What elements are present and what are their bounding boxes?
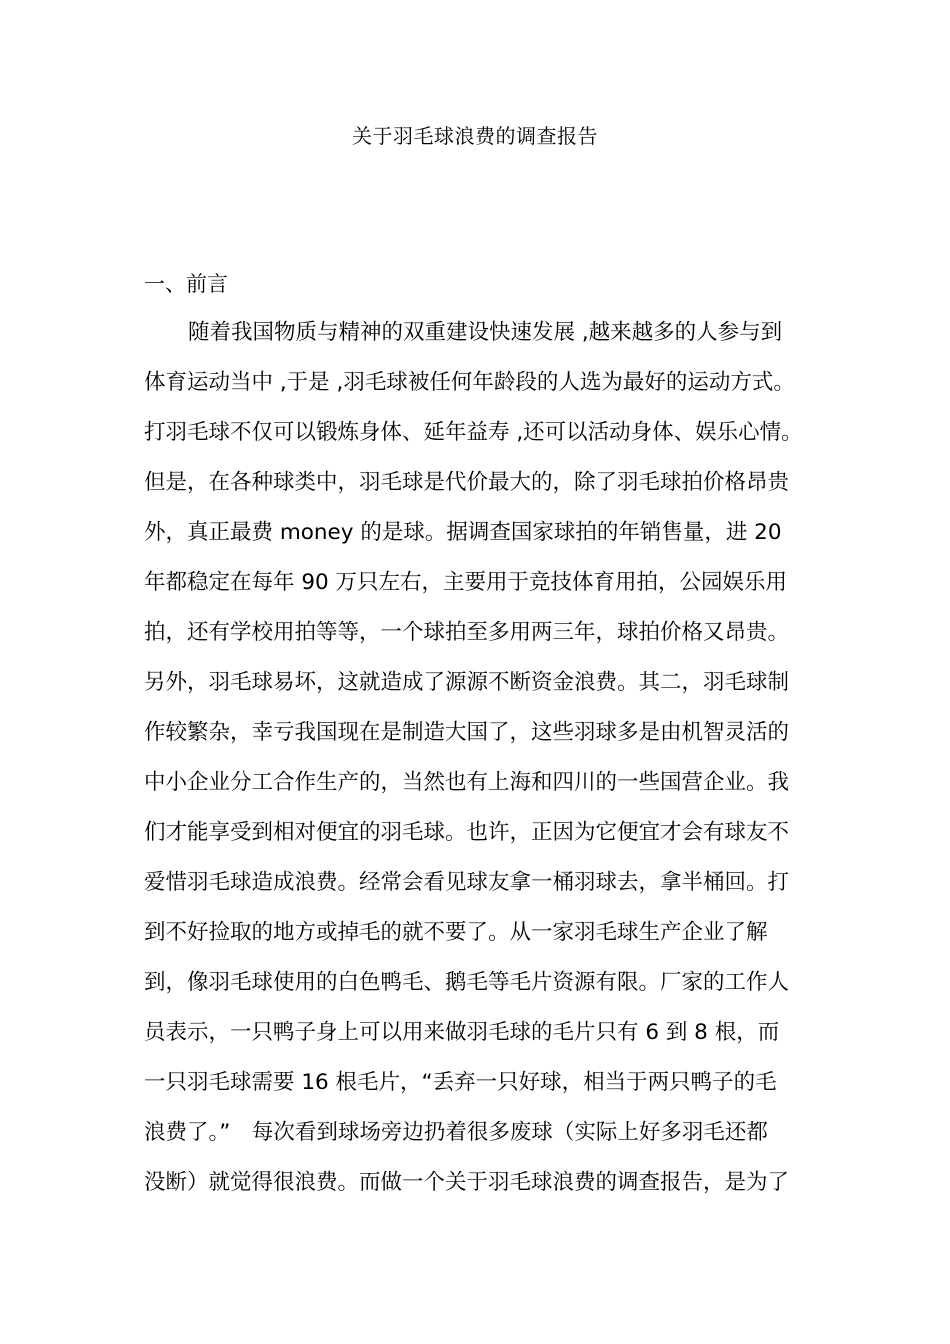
paragraph-line: 爱惜羽毛球造成浪费。经常会看见球友拿一桶羽球去，拿半桶回。打 <box>144 870 790 895</box>
paragraph-line: 员表示，一只鸭子身上可以用来做羽毛球的毛片只有 6 到 8 根，而 <box>144 1020 780 1045</box>
paragraph-line: 到不好捡取的地方或掉毛的就不要了。从一家羽毛球生产企业了解 <box>144 920 768 945</box>
paragraph-line: 体育运动当中 ,于是 ,羽毛球被任何年龄段的人选为最好的运动方式。 <box>144 370 795 395</box>
paragraph-line: 另外，羽毛球易坏，这就造成了源源不断资金浪费。其二，羽毛球制 <box>144 670 790 695</box>
paragraph-line: 但是，在各种球类中，羽毛球是代价最大的，除了羽毛球拍价格昂贵 <box>144 470 790 495</box>
document-title: 关于羽毛球浪费的调查报告 <box>352 124 598 148</box>
paragraph-line: 中小企业分工合作生产的，当然也有上海和四川的一些国营企业。我 <box>144 770 790 795</box>
paragraph-line: 年都稳定在每年 90 万只左右，主要用于竞技体育用拍，公园娱乐用 <box>144 570 788 595</box>
section-heading-preface: 一、前言 <box>144 272 228 296</box>
paragraph-line: 没断）就觉得很浪费。而做一个关于羽毛球浪费的调查报告，是为了 <box>144 1170 790 1195</box>
paragraph-line: 拍，还有学校用拍等等，一个球拍至多用两三年，球拍价格又昂贵。 <box>144 620 790 645</box>
paragraph-line: 打羽毛球不仅可以锻炼身体、延年益寿 ,还可以活动身体、娱乐心情。 <box>144 420 803 445</box>
paragraph-line: 们才能享受到相对便宜的羽毛球。也许，正因为它便宜才会有球友不 <box>144 820 790 845</box>
paragraph-line: 浪费了。” 每次看到球场旁边扔着很多废球（实际上好多羽毛还都 <box>144 1120 768 1145</box>
paragraph-line: 一只羽毛球需要 16 根毛片，“丢弃一只好球，相当于两只鸭子的毛 <box>144 1070 777 1095</box>
paragraph-line: 到，像羽毛球使用的白色鸭毛、鹅毛等毛片资源有限。厂家的工作人 <box>144 970 790 995</box>
body-paragraph <box>144 316 812 1216</box>
paragraph-line: 随着我国物质与精神的双重建设快速发展 ,越来越多的人参与到 <box>188 320 783 345</box>
paragraph-line: 外，真正最费 money 的是球。据调查国家球拍的年销售量，进 20 <box>144 520 782 545</box>
paragraph-line: 作较繁杂，幸亏我国现在是制造大国了，这些羽球多是由机智灵活的 <box>144 720 790 745</box>
